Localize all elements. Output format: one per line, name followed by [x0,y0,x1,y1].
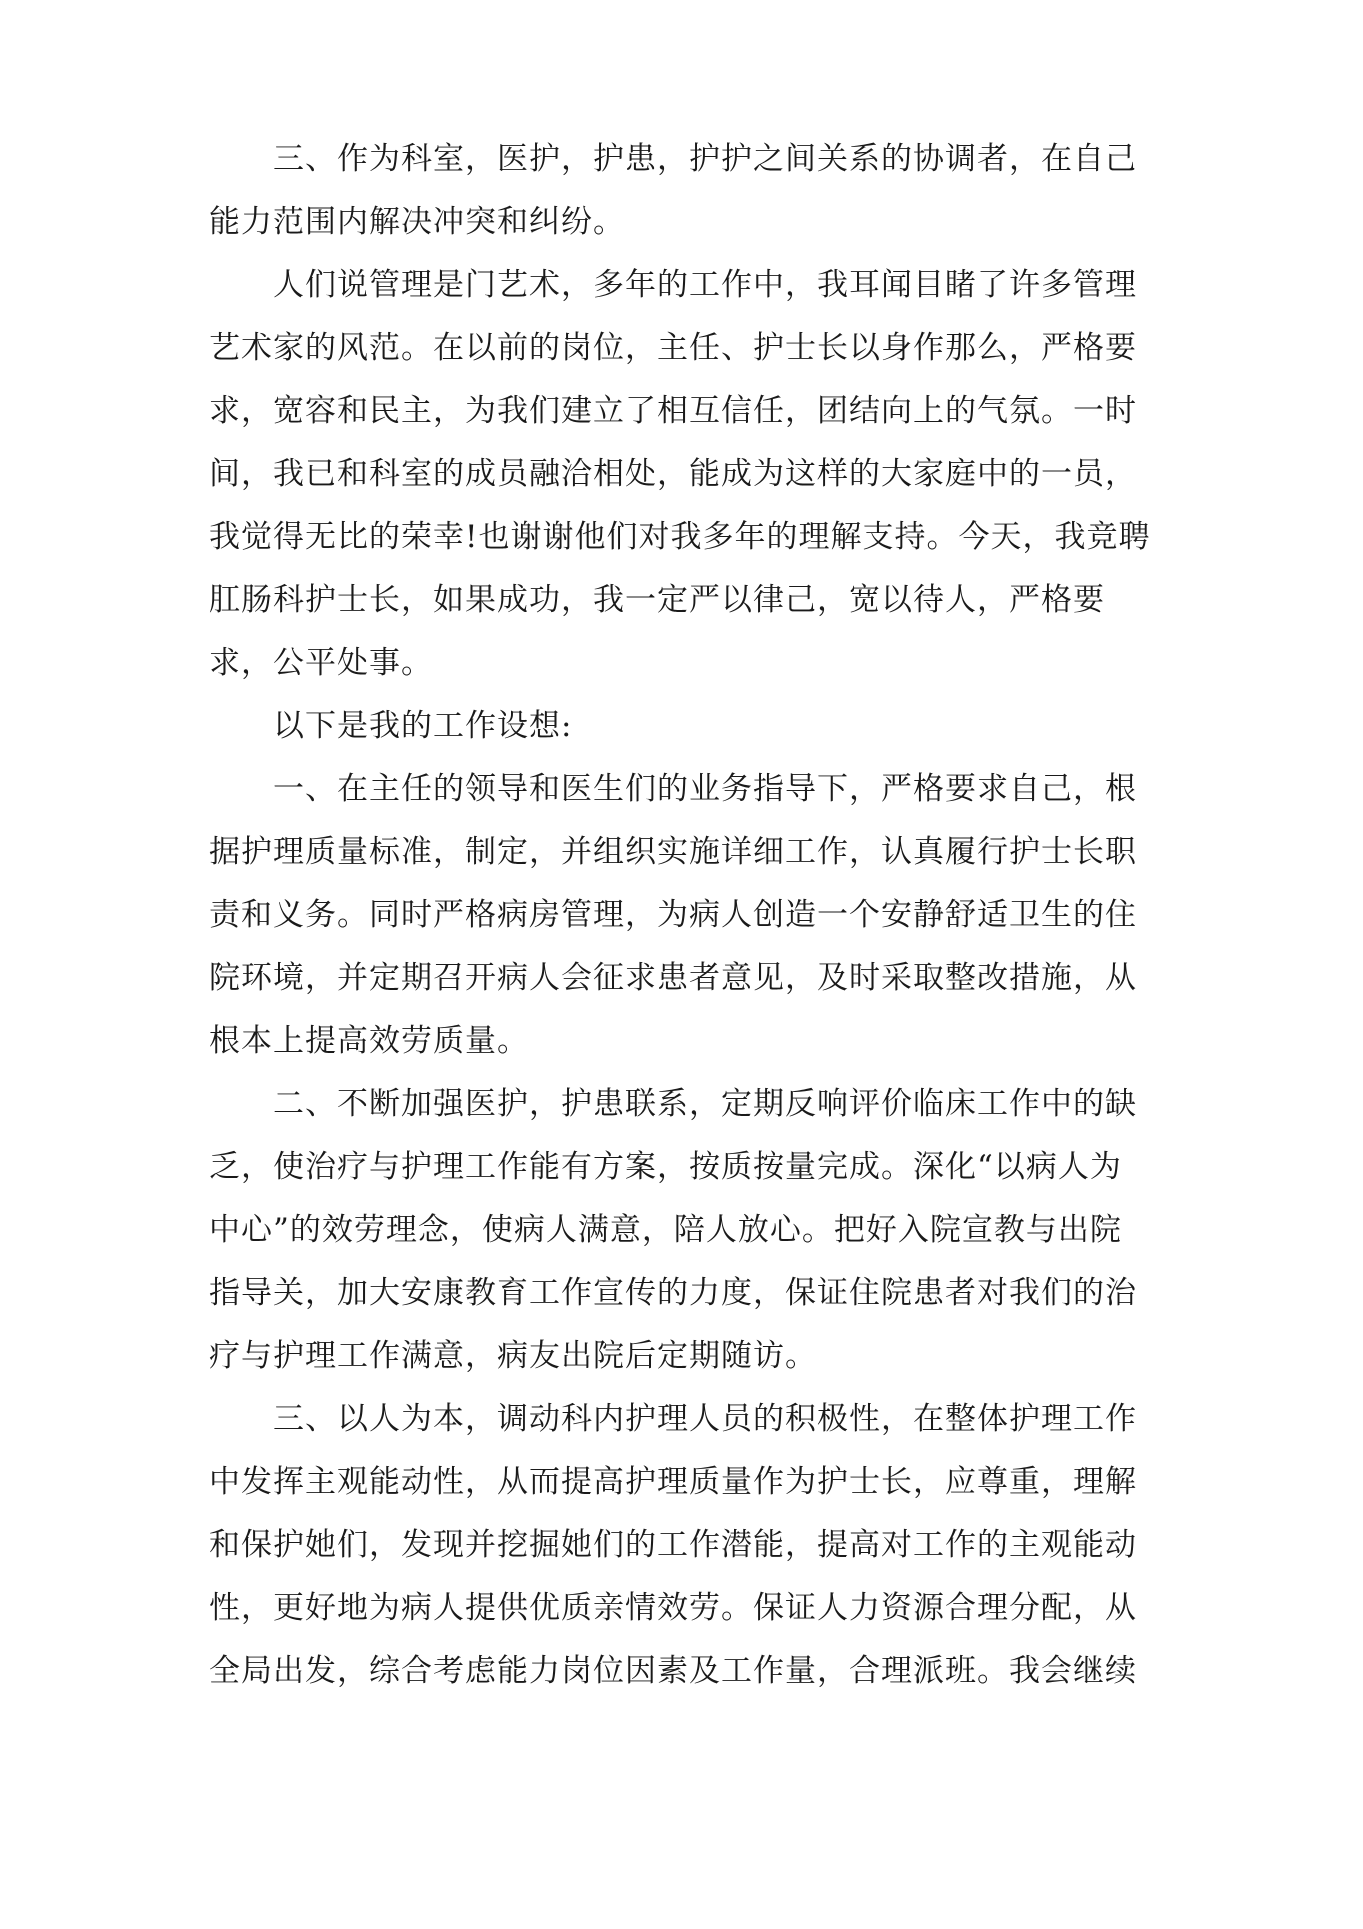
text-line: 中心”的效劳理念，使病人满意，陪人放心。把好入院宣教与出院 [209,1212,1122,1248]
text-line: 一、在主任的领导和医生们的业务指导下，严格要求自己，根 [273,771,1137,807]
text-line: 据护理质量标准，制定，并组织实施详细工作，认真履行护士长职 [209,834,1137,870]
text-line: 二、不断加强医护，护患联系，定期反响评价临床工作中的缺 [273,1086,1137,1122]
text-line: 根本上提高效劳质量。 [209,1023,529,1059]
text-line: 和保护她们，发现并挖掘她们的工作潜能，提高对工作的主观能动 [209,1527,1137,1563]
text-line: 性，更好地为病人提供优质亲情效劳。保证人力资源合理分配，从 [209,1590,1137,1626]
text-line: 求，宽容和民主，为我们建立了相互信任，团结向上的气氛。一时 [209,393,1137,429]
text-line: 间，我已和科室的成员融洽相处，能成为这样的大家庭中的一员， [209,456,1137,492]
text-line: 人们说管理是门艺术，多年的工作中，我耳闻目睹了许多管理 [273,267,1137,303]
text-line: 中发挥主观能动性，从而提高护理质量作为护士长，应尊重，理解 [209,1464,1137,1500]
text-line: 我觉得无比的荣幸!也谢谢他们对我多年的理解支持。今天，我竞聘 [209,519,1151,555]
text-line: 能力范围内解决冲突和纠纷。 [209,204,625,240]
document-body [209,128,1169,1703]
text-line: 求，公平处事。 [209,645,433,681]
text-line: 全局出发，综合考虑能力岗位因素及工作量，合理派班。我会继续 [209,1653,1137,1689]
text-line: 三、作为科室，医护，护患，护护之间关系的协调者，在自己 [273,141,1137,177]
text-line: 以下是我的工作设想: [273,708,573,744]
text-line: 疗与护理工作满意，病友出院后定期随访。 [209,1338,817,1374]
text-line: 指导关，加大安康教育工作宣传的力度，保证住院患者对我们的治 [209,1275,1137,1311]
text-line: 院环境，并定期召开病人会征求患者意见，及时采取整改措施，从 [209,960,1137,996]
text-line: 肛肠科护士长，如果成功，我一定严以律己，宽以待人，严格要 [209,582,1105,618]
text-line: 三、以人为本，调动科内护理人员的积极性，在整体护理工作 [273,1401,1137,1437]
text-line: 艺术家的风范。在以前的岗位，主任、护士长以身作那么，严格要 [209,330,1137,366]
text-line: 乏，使治疗与护理工作能有方案，按质按量完成。深化“以病人为 [209,1149,1122,1185]
text-line: 责和义务。同时严格病房管理，为病人创造一个安静舒适卫生的住 [209,897,1137,933]
